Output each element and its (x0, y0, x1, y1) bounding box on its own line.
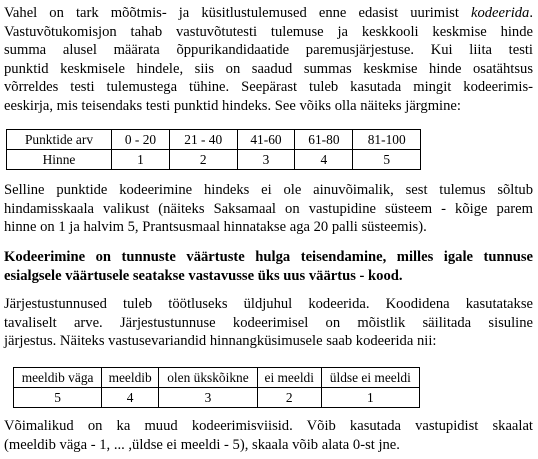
scale-line-2: hindamisskaala valikust (näiteks Saksamaal on vastupidine süsteem - kõige parem (4, 200, 533, 217)
scale-line-1: Selline punktide kodeerimine hindeks ei ole ainuvõimalik, sest tulemus sõltub (4, 182, 533, 198)
paragraph-ordinal (4, 295, 533, 351)
table-cell: 1 (321, 388, 419, 408)
table-cell: Hinne (7, 150, 112, 170)
paragraph-grading-scale (4, 181, 533, 237)
ordinal-line-2: tavaliselt arve. Järjestustunnuse kodeerimisel on mõistlik säilitada sisuline (4, 314, 533, 331)
table-cell: meeldib (102, 368, 159, 388)
table-cell: olen ükskõikne (159, 368, 258, 388)
table-cell: 2 (257, 388, 321, 408)
paragraph-definition (4, 248, 533, 285)
scale-line-3: hinne on 1 ja halvim 5, Prantsusmaal hinnatakse aga 20 palli süsteemis). (4, 219, 427, 236)
definition-line-2: esialgsele väärtusele seatakse vastavusse üks uus väärtus - kood. (4, 267, 403, 284)
intro-line-3: summa alusel määrata õppurikandidaatide paremusjärjestuse. Kui liita testi (4, 42, 533, 59)
table-row (7, 150, 421, 170)
intro-line-1: Vahel on tark mõõtmis- ja küsitlustulemused enne edasist uurimist kodeerida. (4, 5, 533, 21)
paragraph-intro (4, 4, 533, 116)
table-row (7, 130, 421, 150)
definition-line-1: Kodeerimine on tunnuste väärtuste hulga teisendamine, milles igale tunnuse (4, 249, 533, 265)
italic-term: kodeerida (470, 5, 530, 21)
table-row (14, 388, 420, 408)
ordinal-line-3: järjestus. Näiteks vastusevariandid hinnangküsimusele saab kodeerida nii: (4, 333, 437, 350)
table-cell: 1 (112, 150, 170, 170)
likert-coding-table (13, 367, 420, 408)
other-line-2: (meeldib väga - 1, ... ,üldse ei meeldi - 5), skaala võib alata 0-st jne. (4, 436, 400, 453)
table-cell: üldse ei meeldi (321, 368, 419, 388)
table-cell: 21 - 40 (169, 130, 237, 150)
table-cell: 81-100 (353, 130, 421, 150)
table-cell: 61-80 (295, 130, 353, 150)
table-cell: 0 - 20 (112, 130, 170, 150)
table-cell: 2 (169, 150, 237, 170)
intro-line-2: Vastuvõtukomisjon tahab vastuvõtutesti tulemuse ja keskkooli keskmise hinde (4, 23, 533, 40)
intro-line-5: võrreldes testi tulemustega tühine. Seepärast tuleb kasutada mingit kodeerimis- (4, 79, 533, 96)
points-to-grade-table (6, 129, 421, 170)
table-cell: 41-60 (237, 130, 295, 150)
table-cell: 5 (353, 150, 421, 170)
intro-line-6: eeskirja, mis teisendaks testi punktid hindeks. See võiks olla näiteks järgmine: (4, 97, 461, 114)
ordinal-line-1: Järjestustunnused tuleb töötluseks üldjuhul kodeerida. Koodidena kasutatakse (4, 296, 533, 312)
table-cell: Punktide arv (7, 130, 112, 150)
table-cell: 3 (159, 388, 258, 408)
table-cell: 3 (237, 150, 295, 170)
table-cell: 4 (295, 150, 353, 170)
table-row (14, 368, 420, 388)
table-cell: 4 (102, 388, 159, 408)
table-cell: ei meeldi (257, 368, 321, 388)
intro-line-4: punktid keskmisele hindele, siis on saadud summas keskmise hinde osatähtsus (4, 60, 533, 77)
table-cell: 5 (14, 388, 102, 408)
other-line-1: Võimalikud on ka muud kodeerimisviisid. Võib kasutada vastupidist skaalat (4, 418, 533, 434)
table-cell: meeldib väga (14, 368, 102, 388)
paragraph-other-codings (4, 417, 533, 454)
